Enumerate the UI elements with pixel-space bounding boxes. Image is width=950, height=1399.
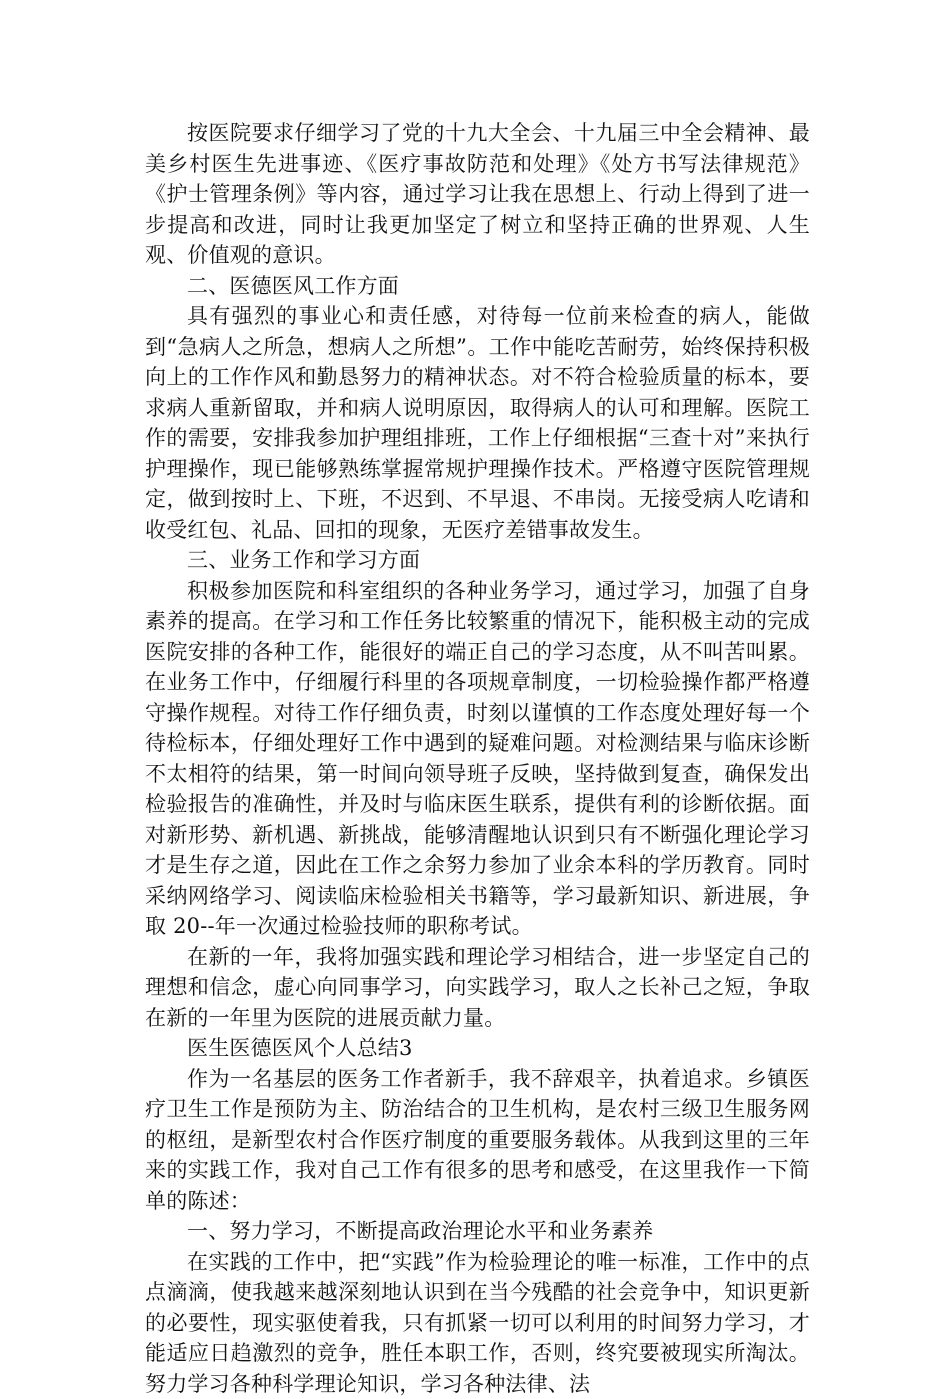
paragraph-ethics: 具有强烈的事业心和责任感，对待每一位前来检查的病人，能做到“急病人之所急，想病人之所想”。工作中能吃苦耐劳，始终保持积极向上的工作作风和勤恳努力的精神状态。对不符合检验质量的标本，要求病人重新留取，并和病人说明原因，取得病人的认可和理解。医院工作的需要，安排我参加护理组排班，工作上仔细根据“三查十对”来执行护理操作，现已能够熟练掌握常规护理操作技术。严格遵守医院管理规定，做到按时上、下班，不迟到、不早退、不串岗。无接受病人吃请和收受红包、礼品、回扣的现象，无医疗差错事故发生。	[145, 301, 810, 545]
summary-title-3: 医生医德医风个人总结3	[145, 1033, 810, 1064]
section-heading-ethics: 二、医德医风工作方面	[145, 271, 810, 302]
paragraph-study: 按医院要求仔细学习了党的十九大全会、十九届三中全会精神、最美乡村医生先进事迹、《医疗事故防范和处理》《处方书写法律规范》《护士管理条例》等内容，通过学习让我在思想上、行动上得到了进一步提高和改进，同时让我更加坚定了树立和坚持正确的世界观、人生观、价值观的意识。	[145, 118, 810, 271]
paragraph-new-year: 在新的一年，我将加强实践和理论学习相结合，进一步坚定自己的理想和信念，虚心向同事学习，向实践学习，取人之长补己之短，争取在新的一年里为医院的进展贡献力量。	[145, 942, 810, 1034]
document-page	[145, 118, 810, 1399]
section-heading-learning: 一、努力学习，不断提高政治理论水平和业务素养	[145, 1216, 810, 1247]
paragraph-intro: 作为一名基层的医务工作者新手，我不辞艰辛，执着追求。乡镇医疗卫生工作是预防为主、防治结合的卫生机构，是农村三级卫生服务网的枢纽，是新型农村合作医疗制度的重要服务载体。从我到这里的三年来的实践工作，我对自己工作有很多的思考和感受，在这里我作一下简单的陈述：	[145, 1064, 810, 1217]
section-heading-work-study: 三、业务工作和学习方面	[145, 545, 810, 576]
paragraph-learning: 在实践的工作中，把“实践”作为检验理论的唯一标准，工作中的点点滴滴，使我越来越深刻地认识到在当今残酷的社会竞争中，知识更新的必要性，现实驱使着我，只有抓紧一切可以利用的时间努力学习，才能适应日趋激烈的竞争，胜任本职工作，否则，终究要被现实所淘汰。努力学习各种科学理论知识，学习各种法律、法	[145, 1247, 810, 1399]
paragraph-work-study: 积极参加医院和科室组织的各种业务学习，通过学习，加强了自身素养的提高。在学习和工作任务比较繁重的情况下，能积极主动的完成医院安排的各种工作，能很好的端正自己的学习态度，从不叫苦叫累。在业务工作中，仔细履行科里的各项规章制度，一切检验操作都严格遵守操作规程。对待工作仔细负责，时刻以谨慎的工作态度处理好每一个待检标本，仔细处理好工作中遇到的疑难问题。对检测结果与临床诊断不太相符的结果，第一时间向领导班子反映，坚持做到复查，确保发出检验报告的准确性，并及时与临床医生联系，提供有利的诊断依据。面对新形势、新机遇、新挑战，能够清醒地认识到只有不断强化理论学习才是生存之道，因此在工作之余努力参加了业余本科的学历教育。同时采纳网络学习、阅读临床检验相关书籍等，学习最新知识、新进展，争取 20--年一次通过检验技师的职称考试。	[145, 576, 810, 942]
